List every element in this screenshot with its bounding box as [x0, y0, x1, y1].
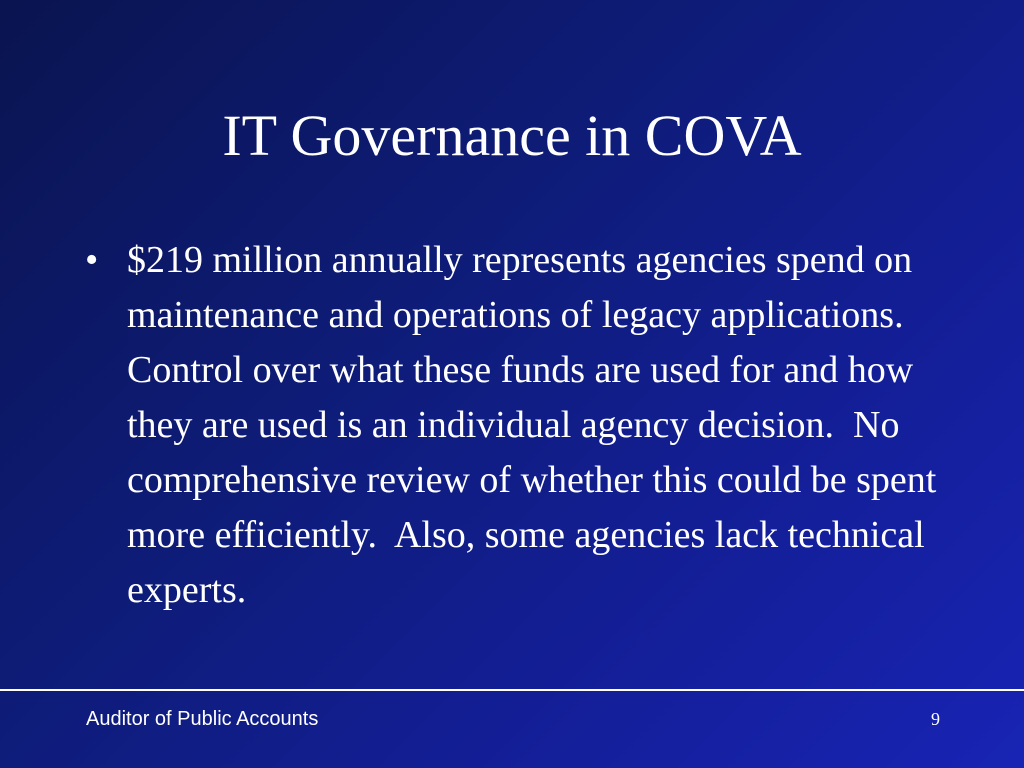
bullet-text: $219 million annually represents agencies spend on maintenance and operations of legacy applications. Control over what these funds are used for and how they are used is an individual agency decision. No comprehensive review of whether this could be spent more efficiently. Also, some agencies lack technical experts. — [127, 239, 946, 611]
footer-divider — [0, 689, 1024, 691]
bullet-item — [85, 233, 945, 618]
bullet-icon: • — [85, 239, 99, 281]
bullet-list — [85, 233, 945, 618]
footer-organization: Auditor of Public Accounts — [86, 708, 319, 730]
page-number: 9 — [931, 709, 940, 729]
slide-title: IT Governance in COVA — [222, 103, 802, 168]
